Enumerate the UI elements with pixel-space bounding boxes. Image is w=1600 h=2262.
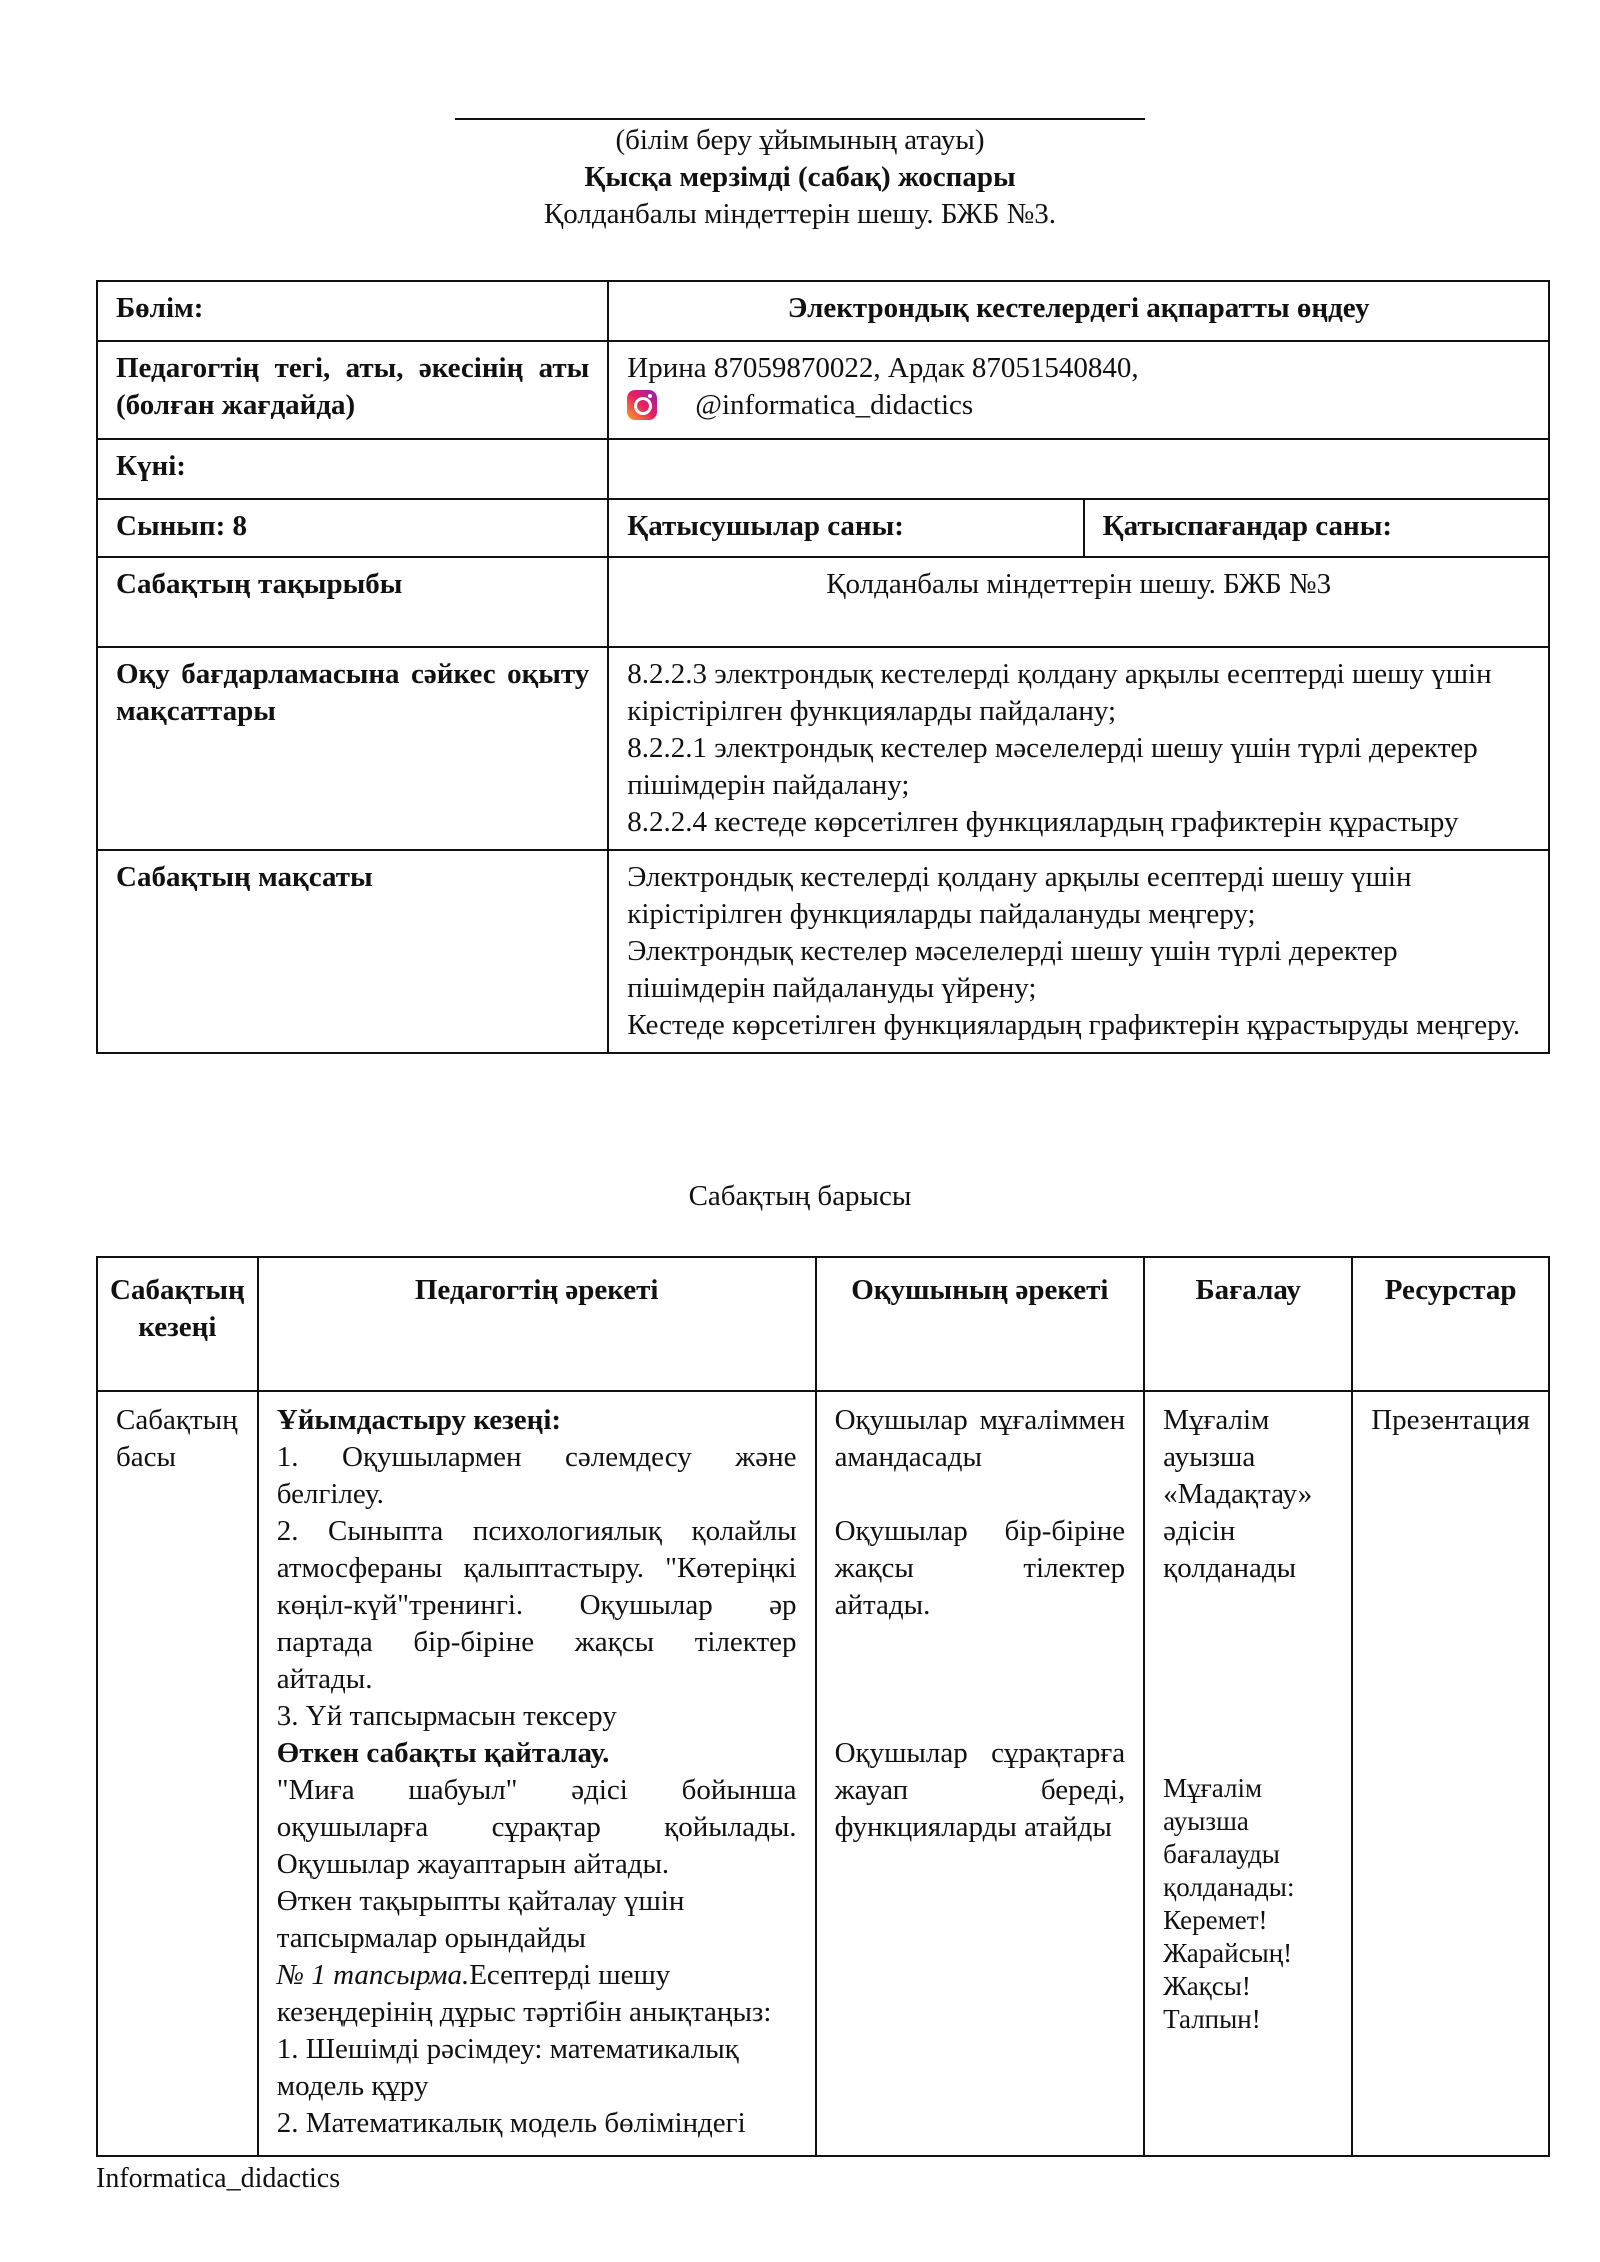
- assessment-cell: [1144, 1391, 1352, 2156]
- org-stage-heading: Ұйымдастыру кезеңі:: [276, 1404, 562, 1436]
- plan-title: Қысқа мерзімді (сабақ) жоспары: [584, 161, 1016, 193]
- topic-line: Қолданбалы міндеттерін шешу. БЖБ №3.: [543, 198, 1057, 230]
- org-caption: (білім беру ұйымының атауы): [615, 124, 985, 156]
- header-assessment: Бағалау: [1144, 1257, 1352, 1391]
- teacher-step: 1. Оқушылармен сәлемдесу және белгілеу.: [276, 1441, 797, 1510]
- teacher-contacts: Ирина 87059870022, Ардак 87051540840,: [627, 352, 1139, 384]
- lesson-topic-value: Қолданбалы міндеттерін шешу. БЖБ №3: [608, 557, 1549, 647]
- goal-item: Электрондық кестелерді қолдану арқылы есептерді шешу үшін кірістірілген функцияларды пайдалануды меңгеру;: [627, 861, 1412, 930]
- section-value: Электрондық кестелердегі ақпаратты өңдеу: [608, 281, 1549, 341]
- date-value: [608, 439, 1549, 499]
- header-stage: Сабақтың кезеңі: [97, 1257, 258, 1391]
- objective-item: 8.2.2.4 кестеде көрсетілген функциялардың графиктерін құрастыру: [627, 806, 1459, 838]
- task-step: 1. Шешімді рәсімдеу: математикалық модель құру: [276, 2033, 739, 2102]
- teacher-step: 2. Сыныпта психологиялық қолайлы атмосфераны қалыптастыру. "Көтеріңкі көңіл-күй"тренингі. Оқушылар әр партада бір-біріне жақсы тілектер айтады.: [276, 1515, 797, 1695]
- teacher-label: Педагогтің тегі, аты, әкесінің аты (болған жағдайда): [97, 341, 608, 439]
- instagram-line: [627, 387, 1530, 424]
- assessment-item: Мұғалім ауызша бағалауды қолданады: Керемет! Жарайсың! Жақсы! Талпын!: [1163, 1773, 1295, 2034]
- org-name-blank-line: [455, 118, 1145, 120]
- teacher-value-cell: [608, 341, 1549, 439]
- document-header: [0, 118, 1600, 233]
- absent-label: Қатыспағандар саны:: [1084, 499, 1549, 557]
- objective-item: 8.2.2.1 электрондық кестелер мәселелерді шешу үшін түрлі деректер пішімдерін пайдалану;: [627, 732, 1478, 801]
- instagram-icon: [627, 390, 657, 420]
- goal-item: Электрондық кестелер мәселелерді шешу үшін түрлі деректер пішімдерін пайдалануды үйрену;: [627, 935, 1398, 1004]
- lesson-flow-title: Сабақтың барысы: [688, 1180, 912, 1212]
- stage-cell: Сабақтың басы: [97, 1391, 258, 2156]
- header-student: Оқушының әрекеті: [816, 1257, 1145, 1391]
- page-footer: Informatica_didactics: [96, 2163, 341, 2194]
- lesson-topic-label: Сабақтың тақырыбы: [97, 557, 608, 647]
- present-label: Қатысушылар саны:: [608, 499, 1083, 557]
- goals-cell: [608, 850, 1549, 1053]
- objectives-cell: [608, 647, 1549, 850]
- section-label: Бөлім:: [97, 281, 608, 341]
- lesson-flow-table: [96, 1256, 1550, 2157]
- lesson-info-table: [96, 280, 1550, 1054]
- task-1: [277, 1957, 797, 2031]
- header-resources: Ресурстар: [1352, 1257, 1549, 1391]
- teacher-step: 3. Үй тапсырмасын тексеру: [276, 1700, 617, 1732]
- date-label: Күні:: [97, 439, 608, 499]
- teacher-actions-cell: [258, 1391, 816, 2156]
- task-step: 2. Математикалық модель бөліміндегі: [276, 2107, 746, 2139]
- review-heading: Өткен сабақты қайталау.: [276, 1737, 610, 1769]
- review-text-2: Өткен тақырыпты қайталау үшін тапсырмалар орындайды: [276, 1885, 685, 1954]
- task-text: Есептерді шешу кезеңдерінің дұрыс тәртібін анықтаңыз:: [276, 1959, 772, 2028]
- goal-label: Сабақтың мақсаты: [97, 850, 608, 1053]
- resources-cell: Презентация: [1352, 1391, 1549, 2156]
- objective-item: 8.2.2.3 электрондық кестелерді қолдану арқылы есептерді шешу үшін кірістірілген функцияларды пайдалану;: [627, 658, 1492, 727]
- student-actions-cell: [816, 1391, 1145, 2156]
- student-action: Оқушылар мұғаліммен амандасады: [834, 1404, 1126, 1473]
- header-teacher: Педагогтің әрекеті: [258, 1257, 816, 1391]
- goal-item: Кестеде көрсетілген функциялардың графиктерін құрастыруды меңгеру.: [627, 1009, 1521, 1041]
- student-action: Оқушылар бір-біріне жақсы тілектер айтады.: [834, 1515, 1126, 1621]
- task-label: № 1 тапсырма.: [276, 1959, 470, 1991]
- objectives-label: Оқу бағдарламасына сәйкес оқыту мақсаттары: [97, 647, 608, 850]
- assessment-item: Мұғалім ауызша «Мадақтау» әдісін қолданады: [1163, 1404, 1313, 1584]
- class-label: Сынып: 8: [97, 499, 608, 557]
- review-text: "Миға шабуыл" әдісі бойынша оқушыларға сұрақтар қойылады. Оқушылар жауаптарын айтады.: [276, 1774, 797, 1880]
- student-action: Оқушылар сұрақтарға жауап береді, функцияларды атайды: [834, 1737, 1126, 1843]
- instagram-handle[interactable]: @informatica_didactics: [695, 389, 974, 421]
